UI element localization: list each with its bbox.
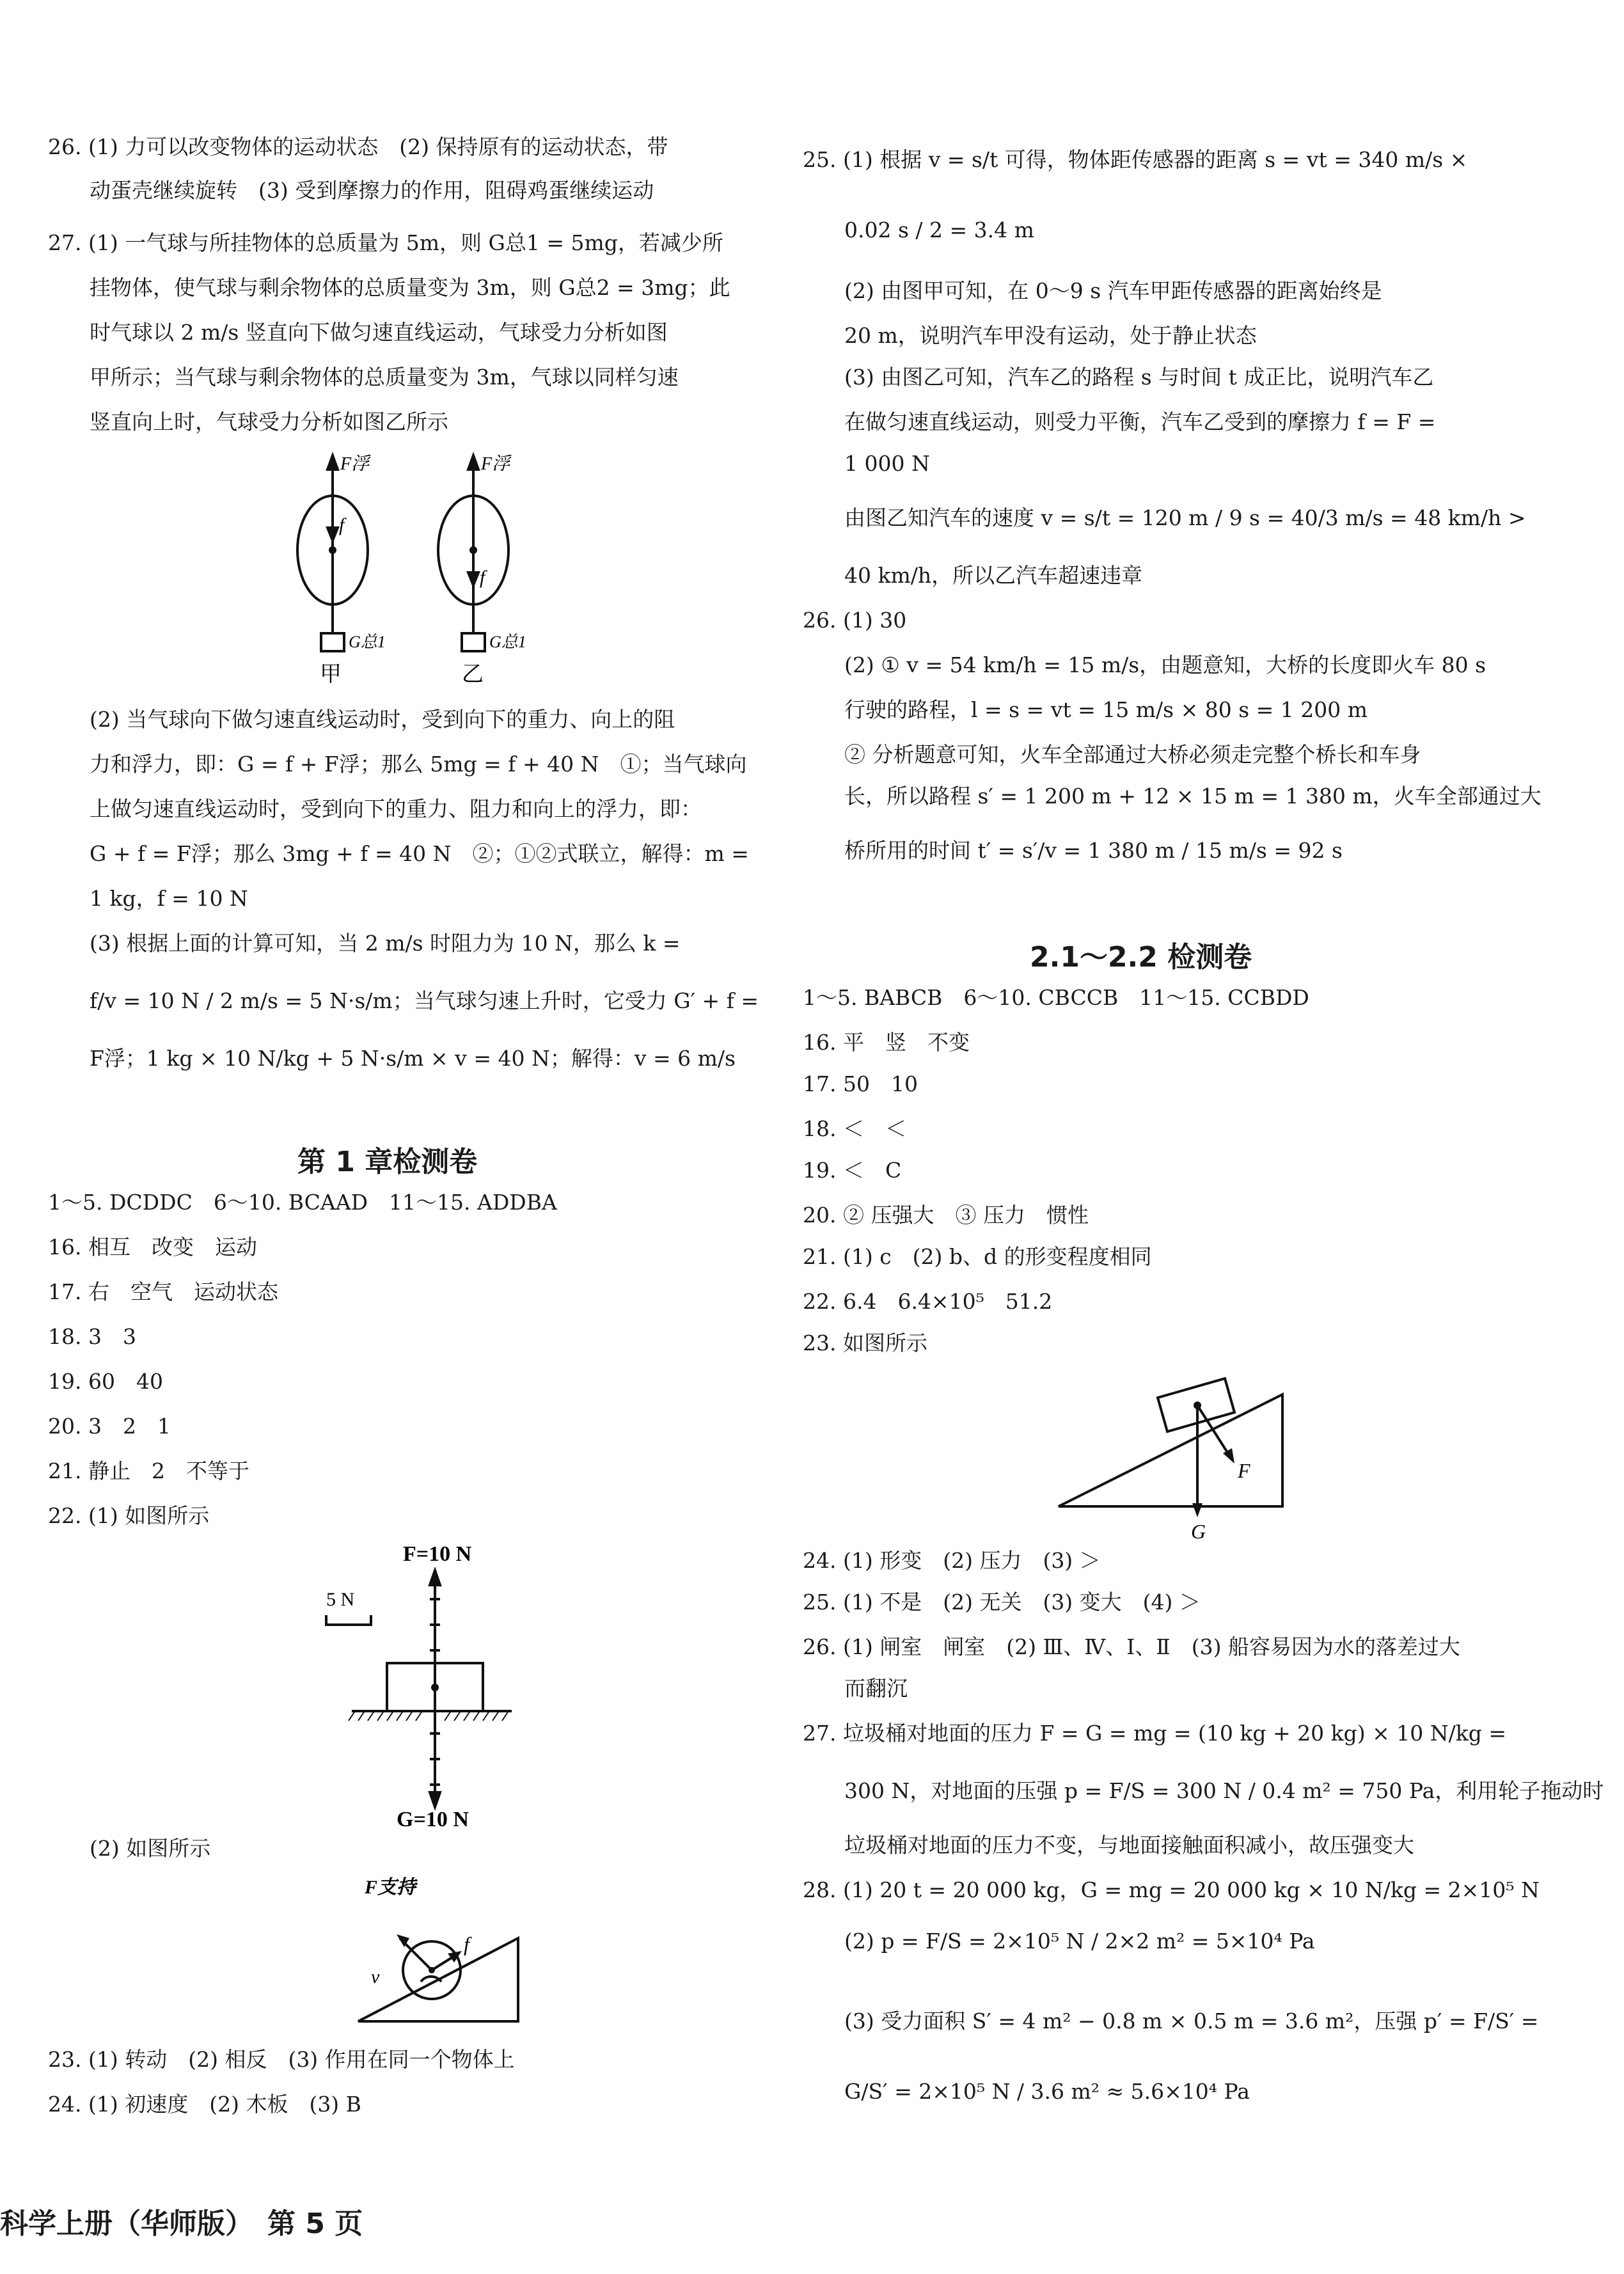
text-line: 1 kg，f = 10 N (90, 886, 248, 911)
answer-line: 28. (1) 20 t = 20 000 kg，G = mg = 20 000 kg × 10 N/kg = 2×10⁵ N (803, 1877, 1540, 1902)
answer-line: 1～5. BABCB 6～10. CBCCB 11～15. CCBDD (803, 985, 1309, 1010)
text-line: f/v = 10 N / 2 m/s = 5 N·s/m；当气球匀速上升时，它受力 G′ + f = (90, 988, 759, 1013)
answer-line: 24. (1) 初速度 (2) 木板 (3) B (48, 2092, 361, 2117)
answer-line: 27. 垃圾桶对地面的压力 F = G = mg = (10 kg + 20 kg) × 10 N/kg = (803, 1721, 1506, 1746)
text-line: 行驶的路程，l = s = vt = 15 m/s × 80 s = 1 200 m (844, 697, 1368, 722)
answer-line: 17. 50 10 (803, 1071, 918, 1096)
scale-label: 5 N (326, 1589, 355, 1610)
text-line: (3) 由图乙可知，汽车乙的路程 s 与时间 t 成正比，说明汽车乙 (844, 365, 1434, 390)
answer-line: 18. 3 3 (48, 1324, 136, 1349)
answer-line: 16. 相互 改变 运动 (48, 1235, 257, 1259)
box-force-diagram (307, 1535, 537, 1829)
figure-label-a: 甲 (320, 663, 342, 686)
text-line: 26. (1) 30 (803, 608, 907, 633)
answer-line: 21. (1) c (2) b、d 的形变程度相同 (803, 1244, 1152, 1269)
answer-line: 300 N，对地面的压强 p = F/S = 300 N / 0.4 m² = 750 Pa，利用轮子拖动时 (844, 1778, 1604, 1803)
answer-line: 21. 静止 2 不等于 (48, 1458, 249, 1483)
top-force-label: F=10 N (403, 1542, 472, 1566)
text-line: 27. (1) 一气球与所挂物体的总质量为 5m，则 G总1 = 5mg，若减少所 (48, 230, 723, 255)
answer-line: 23. (1) 转动 (2) 相反 (3) 作用在同一个物体上 (48, 2047, 515, 2072)
answer-line: 23. 如图所示 (803, 1330, 927, 1355)
page-footer: 科学上册（华师版） 第 5 页 (0, 2207, 363, 2240)
answer-line: 17. 右 空气 运动状态 (48, 1279, 278, 1304)
answer-line: 20. ② 压强大 ③ 压力 惯性 (803, 1203, 1089, 1228)
gravity-label: G (1191, 1520, 1206, 1542)
velocity-label: v (371, 1966, 380, 1987)
text-line: 动蛋壳继续旋转 (3) 受到摩擦力的作用，阻碍鸡蛋继续运动 (90, 178, 654, 203)
answer-line: (2) 如图所示 (90, 1836, 211, 1861)
text-line: 40 km/h，所以乙汽车超速违章 (844, 563, 1143, 588)
friction-label: f (339, 514, 345, 535)
gravity-label: G总1 (489, 633, 526, 651)
answer-line: (3) 受力面积 S′ = 4 m² − 0.8 m × 0.5 m = 3.6 m²，压强 p′ = F/S′ = (844, 2009, 1539, 2033)
text-line: 在做匀速直线运动，则受力平衡，汽车乙受到的摩擦力 f = F = (844, 409, 1436, 434)
text-line: 由图乙知汽车的速度 v = s/t = 120 m / 9 s = 40/3 m/s = 48 km/h > (844, 505, 1526, 530)
answer-line: 20. 3 2 1 (48, 1414, 171, 1439)
friction-label: f (480, 567, 485, 588)
text-line: 桥所用的时间 t′ = s′/v = 1 380 m / 15 m/s = 92 s (844, 838, 1343, 863)
text-line: 26. (1) 力可以改变物体的运动状态 (2) 保持原有的运动状态，带 (48, 134, 668, 159)
answer-line: 1～5. DCDDC 6～10. BCAAD 11～15. ADDBA (48, 1190, 557, 1215)
text-line: 1 000 N (844, 451, 930, 476)
answer-line: 16. 平 竖 不变 (803, 1030, 970, 1055)
bottom-force-label: G=10 N (397, 1808, 469, 1829)
answer-line: 19. 60 40 (48, 1369, 163, 1394)
block-incline-diagram (1049, 1369, 1292, 1542)
text-line: ② 分析题意可知，火车全部通过大桥必须走完整个桥长和车身 (844, 742, 1421, 767)
text-line: 甲所示；当气球与剩余物体的总质量变为 3m，气球以同样匀速 (90, 365, 679, 390)
text-line: 时气球以 2 m/s 竖直向下做匀速直线运动，气球受力分析如图 (90, 320, 668, 345)
answer-line: 19. ＜ C (803, 1158, 902, 1183)
answer-line: (2) p = F/S = 2×10⁵ N / 2×2 m² = 5×10⁴ Pa (844, 1929, 1315, 1954)
text-line: (2) 由图甲可知，在 0～9 s 汽车甲距传感器的距离始终是 (844, 278, 1382, 303)
text-line: 0.02 s / 2 = 3.4 m (844, 217, 1034, 242)
text-line: (2) 当气球向下做匀速直线运动时，受到向下的重力、向上的阻 (90, 707, 675, 732)
answer-line: 而翻沉 (844, 1676, 908, 1701)
text-line: (3) 根据上面的计算可知，当 2 m/s 时阻力为 10 N，那么 k = (90, 931, 681, 956)
text-line: F浮；1 kg × 10 N/kg + 5 N·s/m × v = 40 N；解得：v = 6 m/s (90, 1046, 736, 1071)
balloon-force-diagram (281, 448, 563, 691)
answer-line: G/S′ = 2×10⁵ N / 3.6 m² ≈ 5.6×10⁴ Pa (844, 2079, 1250, 2104)
figure-label-b: 乙 (462, 663, 484, 686)
answer-line: 22. (1) 如图所示 (48, 1503, 210, 1528)
force-label: F (1238, 1459, 1250, 1482)
answer-line: 25. (1) 不是 (2) 无关 (3) 变大 (4) ＞ (803, 1590, 1201, 1615)
text-line: 25. (1) 根据 v = s/t 可得，物体距传感器的距离 s = vt = 340 m/s × (803, 147, 1468, 172)
text-line: (2) ① v = 54 km/h = 15 m/s，由题意知，大桥的长度即火车 80 s (844, 652, 1486, 677)
text-line: G + f = F浮；那么 3mg + f = 40 N ②；①②式联立，解得：m = (90, 841, 749, 866)
gravity-label: G总1 (349, 633, 386, 651)
buoyancy-label: F浮 (481, 454, 510, 474)
answer-line: 26. (1) 闸室 闸室 (2) Ⅲ、Ⅳ、Ⅰ、Ⅱ (3) 船容易因为水的落差过大 (803, 1634, 1460, 1659)
text-line: 上做匀速直线运动时，受到向下的重力、阻力和向上的浮力，即： (90, 796, 702, 821)
text-line: 20 m，说明汽车甲没有运动，处于静止状态 (844, 323, 1257, 348)
support-force-label: F支持 (365, 1877, 416, 1898)
answer-line: 垃圾桶对地面的压力不变，与地面接触面积减小，故压强变大 (844, 1833, 1414, 1858)
buoyancy-label: F浮 (340, 454, 370, 474)
text-line: 挂物体，使气球与剩余物体的总质量变为 3m，则 G总2 = 3mg；此 (90, 275, 730, 300)
text-line: 力和浮力，即：G = f + F浮；那么 5mg = f + 40 N ①；当气球向 (90, 752, 747, 777)
friction-label: f (464, 1932, 469, 1955)
section-title: 第 1 章检测卷 (297, 1146, 478, 1178)
section-title: 2.1～2.2 检测卷 (1030, 941, 1252, 974)
text-line: 长，所以路程 s′ = 1 200 m + 12 × 15 m = 1 380 m，火车全部通过大 (844, 784, 1541, 809)
answer-line: 18. ＜ ＜ (803, 1116, 906, 1141)
answer-line: 22. 6.4 6.4×10⁵ 51.2 (803, 1289, 1053, 1314)
answer-line: 24. (1) 形变 (2) 压力 (3) ＞ (803, 1548, 1101, 1573)
text-line: 竖直向上时，气球受力分析如图乙所示 (90, 409, 448, 434)
ball-incline-diagram (345, 1868, 537, 2034)
